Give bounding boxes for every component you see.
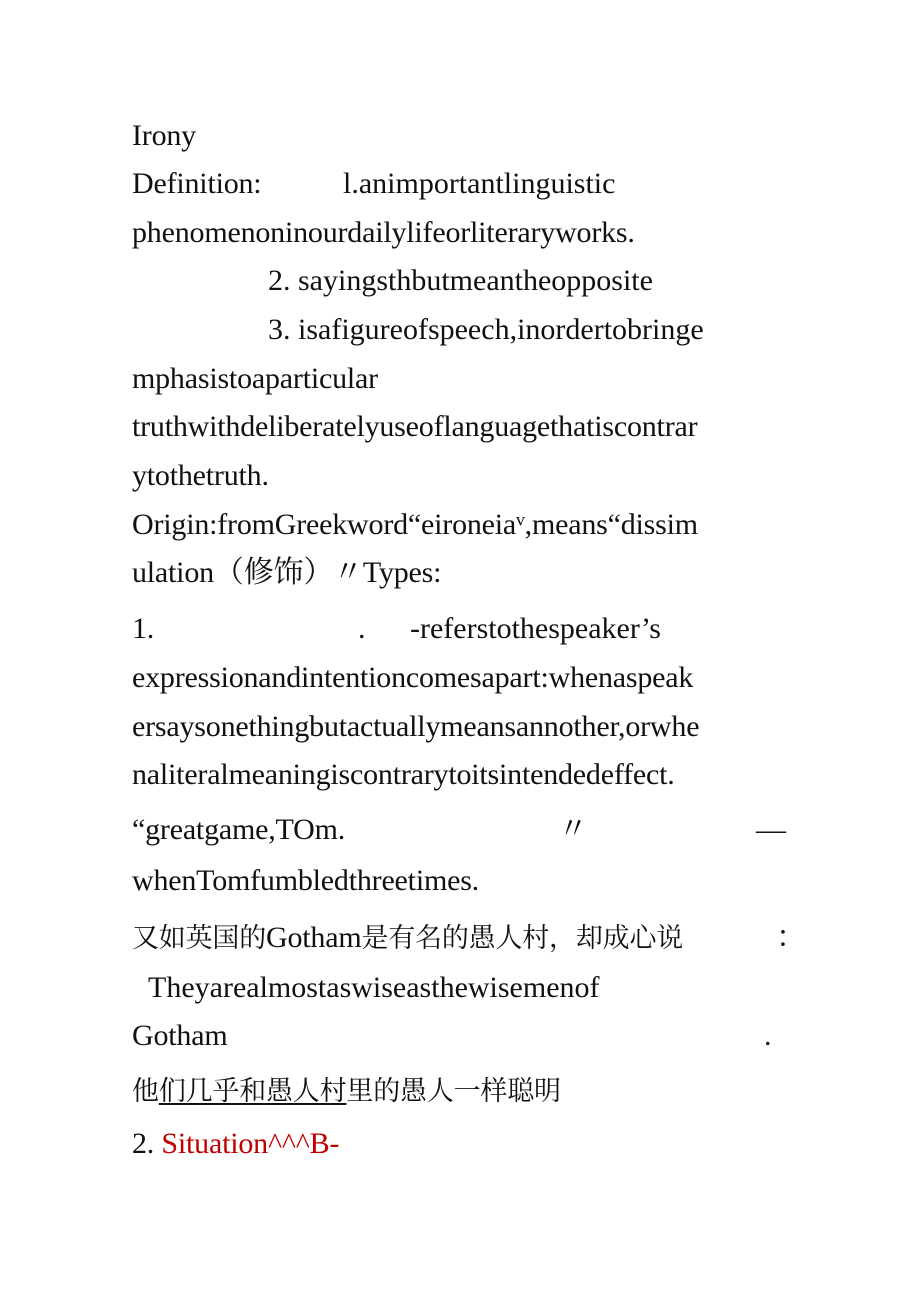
type-1-number: 1.	[132, 612, 155, 645]
definition-item-3-cont-1: mphasistoaparticular	[132, 362, 378, 395]
type-1-line-4: naliteralmeaningiscontrarytoitsintendedeffect.	[132, 758, 675, 791]
chinese-note-1-b: Gotham	[266, 921, 362, 954]
chinese-note-1	[132, 920, 683, 957]
chinese-translation	[132, 1073, 561, 1110]
chinese-note-1-a: 又如英国的	[132, 923, 266, 954]
type-1-dot: .	[358, 612, 366, 645]
origin-line-1: Origin:fromGreekword“eironeiaᵛ,means“dissim	[132, 508, 698, 541]
type-1-line-3: ersaysonethingbutactuallymeansannother,orwhe	[132, 710, 700, 743]
type-2-number: 2.	[132, 1127, 155, 1160]
chinese-note-1-colon: ：	[776, 920, 806, 955]
chinese-translation-underlined: 们几乎和愚人村	[158, 1076, 347, 1107]
example-2-period: .	[764, 1019, 772, 1052]
example-2-line-2: Gotham	[132, 1019, 228, 1052]
example-1-dash: —	[756, 813, 786, 846]
type-1-definition: -referstothespeaker’s	[410, 612, 661, 645]
type-1-line-2: expressionandintentioncomesapart:whenaspeak	[132, 661, 694, 694]
example-2-line-1: Theyarealmostaswiseasthewisemenof	[148, 971, 600, 1004]
origin-line-2: ulation（修饰）〃Types:	[132, 556, 442, 589]
chinese-translation-c: 里的愚人一样聪明	[346, 1076, 561, 1107]
example-1-context: whenTomfumbledthreetimes.	[132, 864, 479, 897]
chinese-note-1-c: 是有名的愚人村，却成心说	[361, 923, 684, 954]
definition-item-3-cont-2: truthwithdeliberatelyuseoflanguagethatiscontrar	[132, 410, 698, 443]
definition-item-1: l.animportantlinguistic	[343, 167, 616, 200]
doc-title: Irony	[132, 119, 196, 152]
definition-item-3-cont-3: ytothetruth.	[132, 459, 269, 492]
definition-item-1-cont: phenomenoninourdailylifeorliteraryworks.	[132, 216, 635, 249]
example-1-close-quote: 〃	[558, 813, 588, 846]
example-1-quote: “greatgame,TOm.	[132, 813, 346, 846]
type-2-heading	[132, 1126, 339, 1162]
definition-label: Definition:	[132, 167, 262, 200]
chinese-translation-a: 他	[132, 1076, 159, 1107]
definition-item-2: 2. sayingsthbutmeantheopposite	[268, 264, 653, 297]
definition-item-3: 3. isafigureofspeech,inordertobringe	[268, 313, 704, 346]
type-2-label: Situation^^^B-	[161, 1127, 340, 1160]
